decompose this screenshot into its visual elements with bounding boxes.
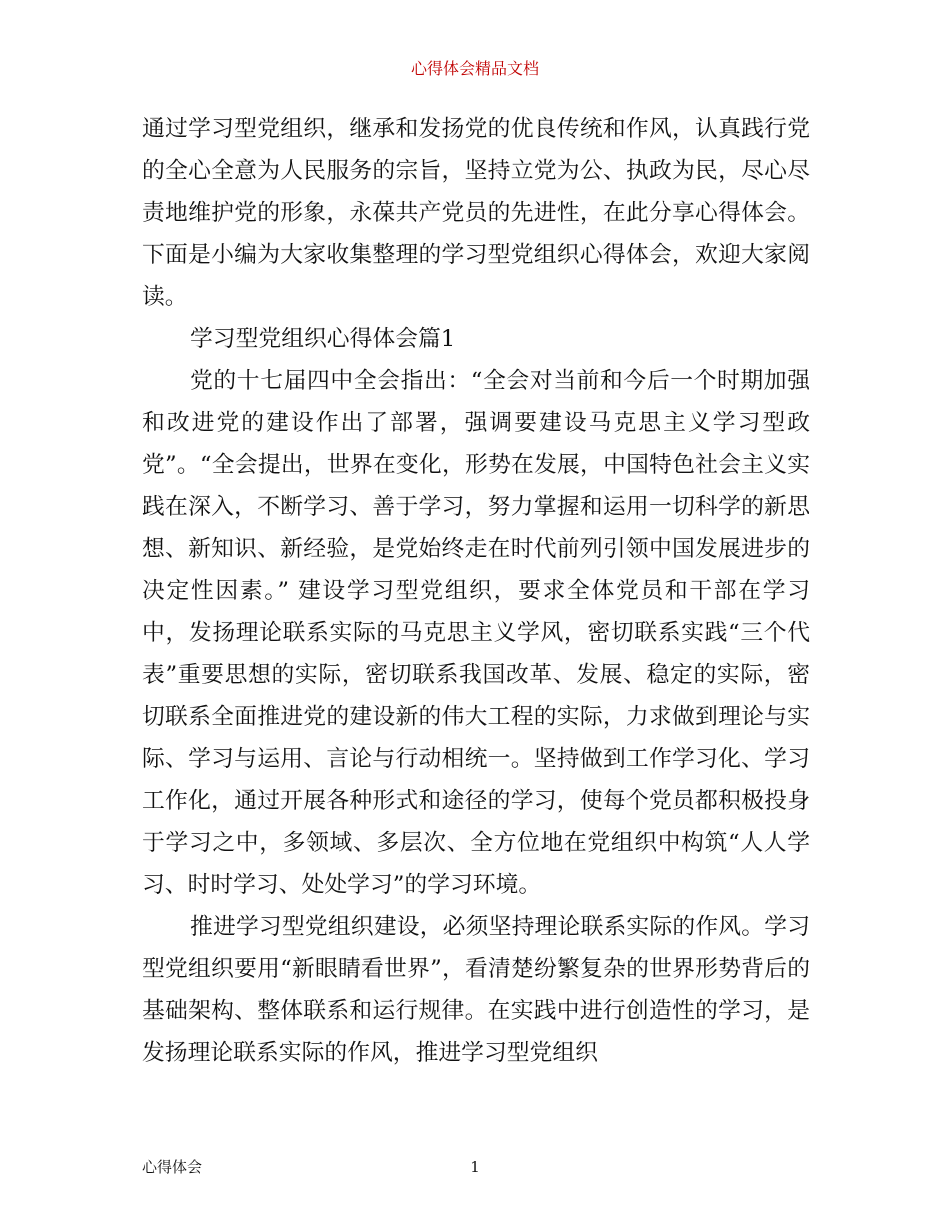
paragraph-body-2: 推进学习型党组织建设，必须坚持理论联系实际的作风。学习型党组织要用“新眼睛看世界”，看清楚纷繁复杂的世界形势背后的基础架构、整体联系和运行规律。在实践中进行创造性的学习，是发扬理论联系实际的作风，推进学习型党组织 (142, 914, 810, 1066)
page-number: 1 (470, 1158, 480, 1176)
paragraph-intro: 通过学习型党组织，继承和发扬党的优良传统和作风，认真践行党的全心全意为人民服务的宗旨，坚持立党为公、执政为民，尽心尽责地维护党的形象，永葆共产党员的先进性，在此分享心得体会。下面是小编为大家收集整理的学习型党组织心得体会，欢迎大家阅读。 (142, 116, 810, 310)
section-heading: 学习型党组织心得体会篇1 (190, 326, 456, 352)
document-body (142, 108, 810, 1074)
paragraph-body-1: 党的十七届四中全会指出：“全会对当前和今后一个时期加强和改进党的建设作出了部署，强调要建设马克思主义学习型政党”。“全会提出，世界在变化，形势在发展，中国特色社会主义实践在深入，不断学习、善于学习，努力掌握和运用一切科学的新思想、新知识、新经验，是党始终走在时代前列引领中国发展进步的决定性因素。” 建设学习型党组织，要求全体党员和干部在学习中，发扬理论联系实际的马克思主义学风，密切联系实践“三个代表”重要思想的实际，密切联系我国改革、发展、稳定的实际，密切联系全面推进党的建设新的伟大工程的实际，力求做到理论与实际、学习与运用、言论与行动相统一。坚持做到工作学习化、学习工作化，通过开展各种形式和途径的学习，使每个党员都积极投身于学习之中，多领域、多层次、全方位地在党组织中构筑“人人学习、时时学习、处处学习”的学习环境。 (142, 368, 810, 898)
page-header-title: 心得体会精品文档 (410, 59, 539, 78)
page-footer-label: 心得体会 (142, 1158, 203, 1176)
